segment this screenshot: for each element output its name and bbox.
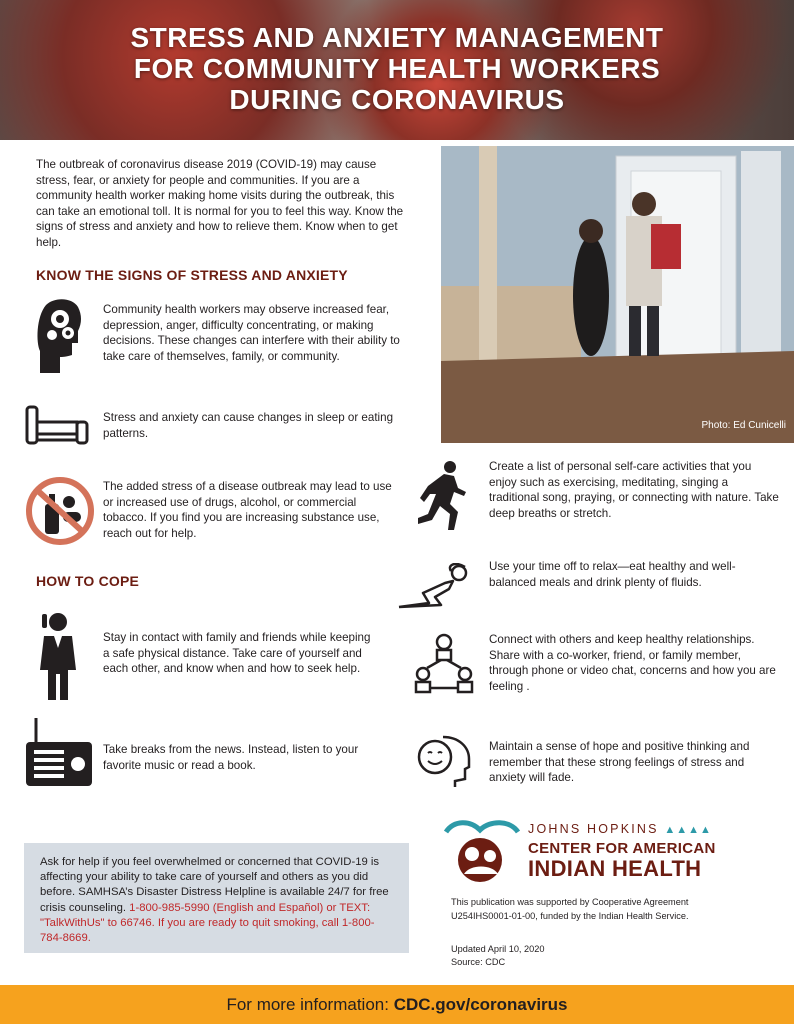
update-info	[451, 943, 751, 968]
right-item-4-text: Maintain a sense of hope and positive thinking and remember that these strong feelings of stress and anxiety will fade.	[489, 740, 750, 785]
cai-logo	[440, 818, 750, 888]
title-line-3: DURING CORONAVIRUS	[229, 84, 565, 115]
cope-heading: HOW TO COPE	[36, 573, 140, 589]
source: Source: CDC	[451, 956, 506, 967]
signs-heading: KNOW THE SIGNS OF STRESS AND ANXIETY	[36, 267, 348, 283]
logo-triangles: ▲▲▲▲	[664, 824, 712, 836]
cope-item-1-text: Stay in contact with family and friends while keeping a safe physical distance. Take care of yourself and each other, and know when and how to seek help.	[103, 631, 371, 676]
runner-icon	[414, 460, 470, 539]
title-line-2: FOR COMMUNITY HEALTH WORKERS	[133, 53, 661, 84]
logo-line-3: INDIAN HEALTH	[528, 856, 702, 881]
person-phone-icon	[36, 610, 80, 707]
head-gears-icon	[36, 297, 84, 382]
logo-line-1: JOHNS HOPKINS	[528, 822, 659, 836]
updated-date: Updated April 10, 2020	[451, 944, 545, 954]
title-line-1: STRESS AND ANXIETY MANAGEMENT	[130, 22, 664, 53]
logo-line-2: CENTER FOR AMERICAN	[528, 840, 716, 857]
no-substances-icon	[25, 476, 95, 551]
intro-paragraph: The outbreak of coronavirus disease 2019 (COVID-19) may cause stress, fear, or anxiety for people and communities. If you are a community health worker making home visits during the outbreak, this can take an emotional toll. It is normal for you to feel this way. Know the signs of stress and anxiety and how to relieve them. Know when to get help.	[36, 158, 404, 249]
hotline-text: 1-800-985-5990 (English and Español) or TEXT: "TalkWithUs" to 66746. If you are ready to quit smoking, call 1-800-784-8669.	[40, 901, 375, 945]
bed-icon	[24, 404, 90, 451]
footer-prefix: For more information:	[226, 995, 394, 1014]
photo-illustration	[441, 146, 794, 443]
network-people-icon	[413, 632, 475, 703]
header-banner	[0, 0, 794, 140]
photo-credit: Photo: Ed Cunicelli	[701, 420, 786, 431]
right-item-2-text: Use your time off to relax—eat healthy and well-balanced meals and drink plenty of fluids.	[489, 560, 736, 589]
right-item-3-text: Connect with others and keep healthy relationships. Share with a co-worker, friend, or family member, through phone or video chat, concerns and how you are feeling .	[489, 633, 776, 693]
signs-item-1-text: Community health workers may observe increased fear, depression, anger, difficulty concentrating, or making decisions. These changes can interfere with their ability to take care of themselves, family, or community.	[103, 303, 400, 363]
home-visit-photo	[441, 146, 794, 443]
help-text: Ask for help if you feel overwhelmed or concerned that COVID-19 is affecting your ability to take care of yourself and others as you did before. SAMHSA’s Disaster Distress Helpline is available 24/7 for free crisis counseling.	[40, 856, 389, 914]
help-box	[24, 843, 409, 953]
logo-johns-hopkins	[528, 822, 712, 836]
publication-note: This publication was supported by Cooperative Agreement U254IHS0001-01-00, funded by the Indian Health Service.	[451, 897, 689, 921]
right-item-1-text: Create a list of personal self-care activities that you enjoy such as exercising, meditating, singing a traditional song, praying, or connecting with nature. Take deep breaths or stretch.	[489, 460, 779, 520]
relaxing-person-icon	[395, 563, 475, 616]
footer-bar	[0, 985, 794, 1024]
radio-icon	[24, 716, 94, 793]
footer-link[interactable]: CDC.gov/coronavirus	[393, 995, 568, 1014]
smiling-head-icon	[415, 733, 473, 794]
signs-item-3-text: The added stress of a disease outbreak may lead to use or increased use of drugs, alcohol, or commercial tobacco. If you find you are increasing substance use, reach out for help.	[103, 480, 392, 540]
signs-item-2-text: Stress and anxiety can cause changes in sleep or eating patterns.	[103, 411, 394, 440]
cope-item-2-text: Take breaks from the news. Instead, listen to your favorite music or read a book.	[103, 743, 359, 772]
cai-logo-icon	[440, 818, 524, 884]
page-title	[0, 22, 794, 115]
